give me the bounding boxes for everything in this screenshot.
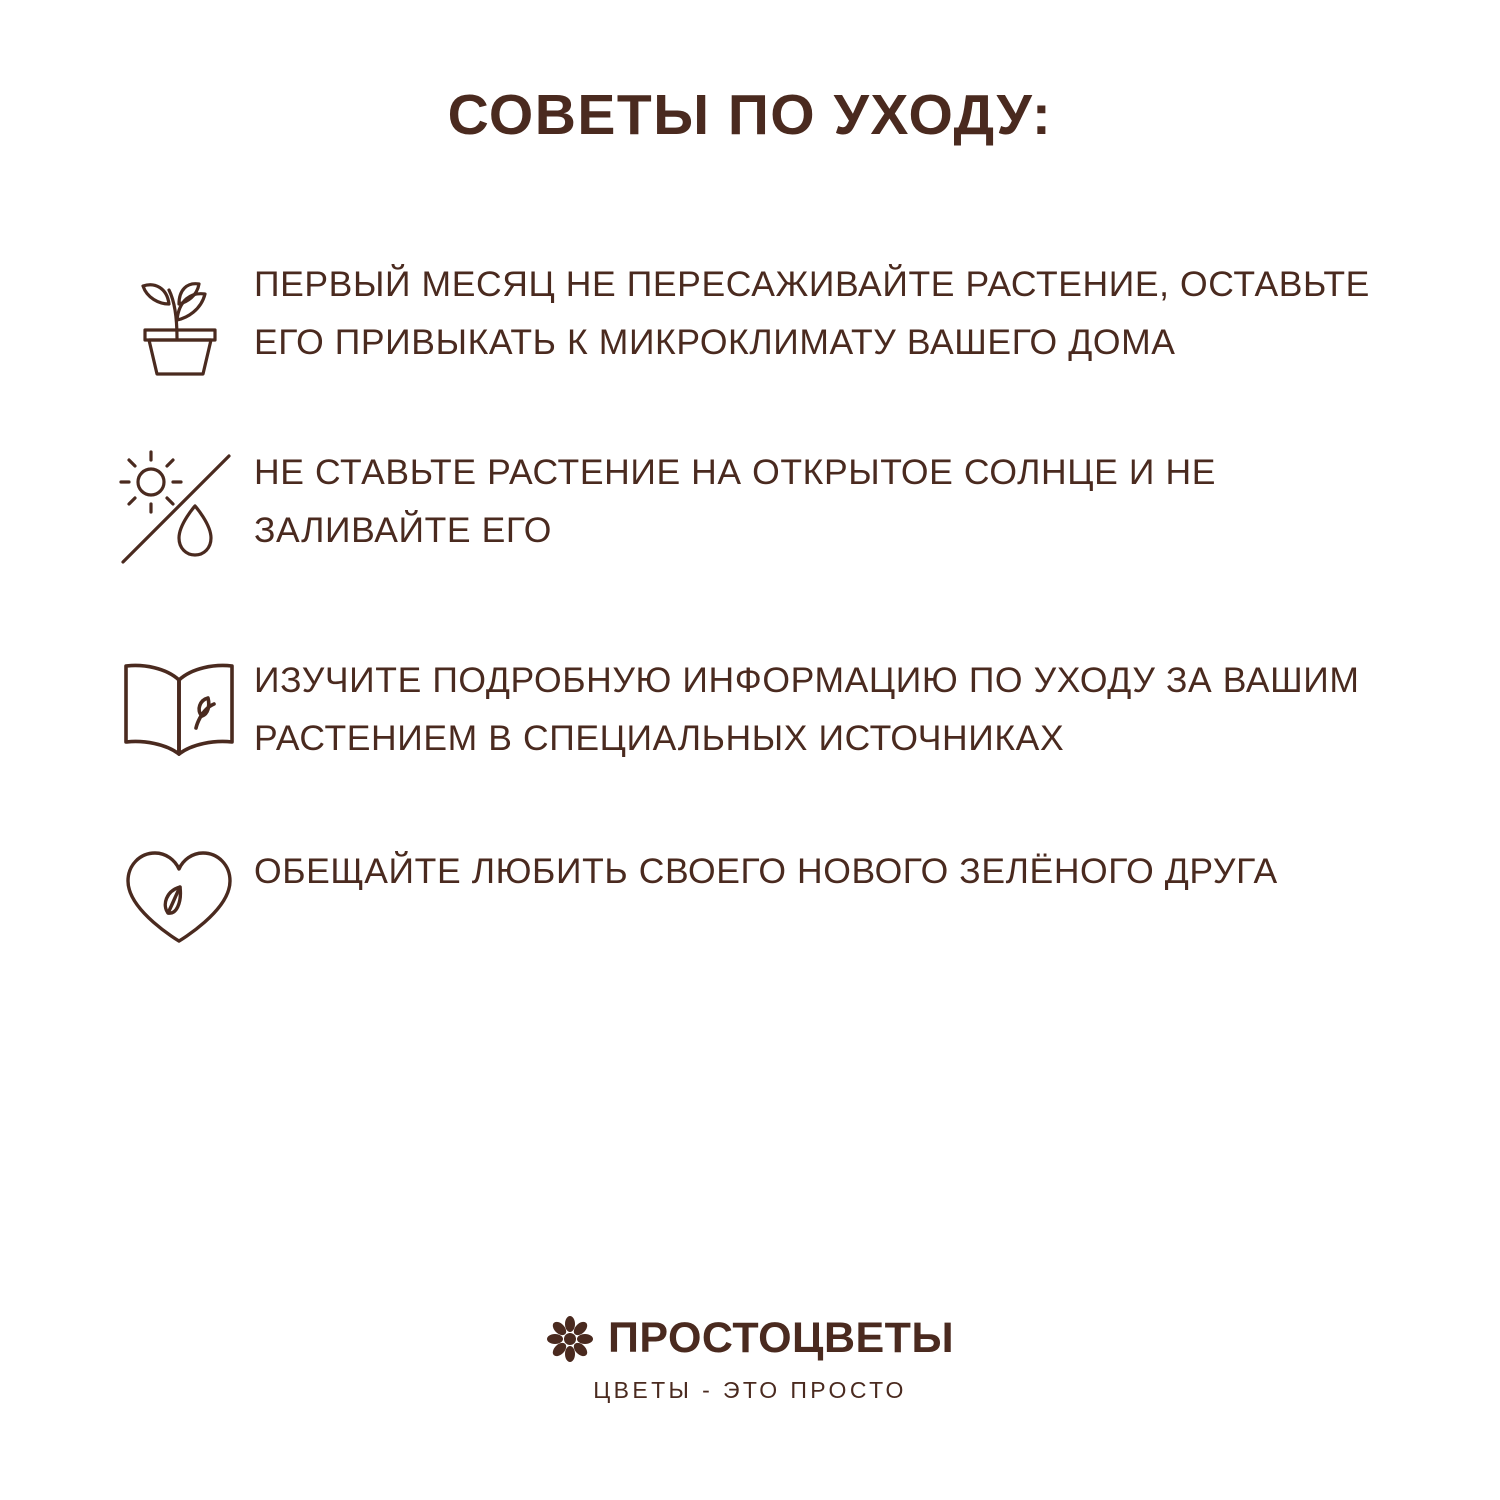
list-item bbox=[104, 444, 1440, 568]
list-item-label: ИЗУЧИТЕ ПОДРОБНУЮ ИНФОРМАЦИЮ ПО УХОДУ ЗА ВАШИМ РАСТЕНИЕМ В СПЕЦИАЛЬНЫХ ИСТОЧНИКАХ bbox=[254, 660, 1360, 758]
heart-leaf-icon bbox=[104, 843, 254, 949]
potted-plant-icon bbox=[104, 256, 254, 378]
flower-logo-icon bbox=[546, 1315, 594, 1363]
list-item-label: ОБЕЩАЙТЕ ЛЮБИТЬ СВОЕГО НОВОГО ЗЕЛЁНОГО ДРУГА bbox=[254, 851, 1278, 891]
page-title: СОВЕТЫ ПО УХОДУ: bbox=[447, 83, 1053, 147]
footer bbox=[0, 1314, 1500, 1404]
tips-list bbox=[0, 256, 1500, 949]
brand-name: ПРОСТОЦВЕТЫ bbox=[607, 1314, 955, 1362]
brand-tagline: ЦВЕТЫ - ЭТО ПРОСТО bbox=[593, 1377, 907, 1403]
list-item-label: ПЕРВЫЙ МЕСЯЦ НЕ ПЕРЕСАЖИВАЙТЕ РАСТЕНИЕ, ОСТАВЬТЕ ЕГО ПРИВЫКАТЬ К МИКРОКЛИМАТУ ВАШЕГО ДОМА bbox=[254, 264, 1370, 362]
list-item bbox=[104, 256, 1440, 378]
list-item-label: НЕ СТАВЬТЕ РАСТЕНИЕ НА ОТКРЫТОЕ СОЛНЦЕ И НЕ ЗАЛИВАЙТЕ ЕГО bbox=[254, 452, 1216, 550]
list-item bbox=[104, 843, 1440, 949]
open-book-leaf-icon bbox=[104, 652, 254, 764]
list-item bbox=[104, 652, 1440, 767]
no-sun-no-water-icon bbox=[104, 444, 254, 568]
brand-lockup bbox=[0, 1314, 1500, 1363]
